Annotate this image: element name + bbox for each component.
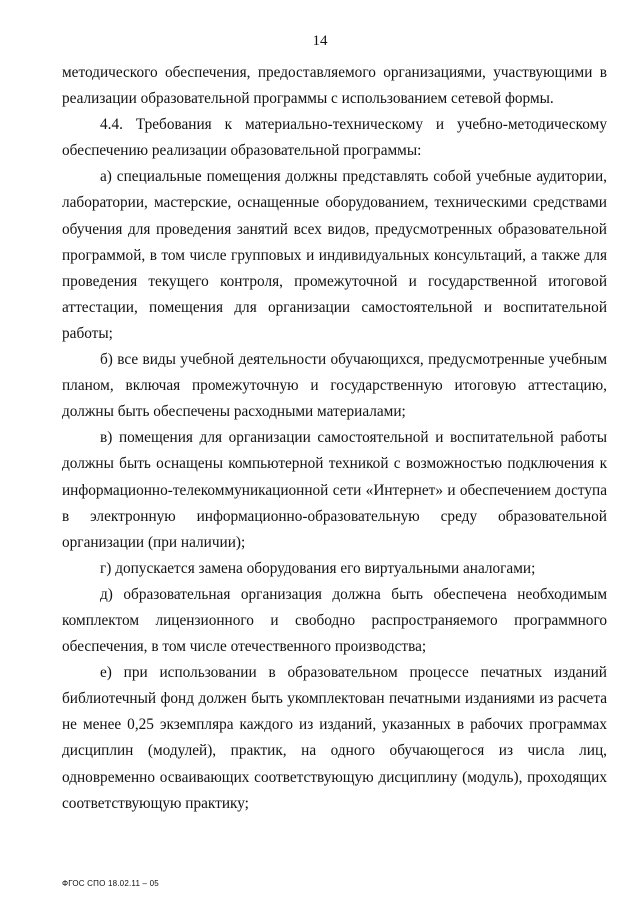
paragraph-item-a: а) специальные помещения должны представлять собой учебные аудитории, лаборатории, мастерские, оснащенные оборудованием, техническими средствами обучения для проведения занятий всех видов, предусмотренных образовательной программой, в том числе групповых и индивидуальных консультаций, а также для проведения текущего контроля, промежуточной и государственной итоговой аттестации, помещения для организации самостоятельной и воспитательной работы; <box>62 168 607 342</box>
footer-standard-code: ФГОС СПО 18.02.11 – 05 <box>62 879 159 888</box>
paragraph-item-b: б) все виды учебной деятельности обучающихся, предусмотренные учебным планом, включая промежуточную и государственную итоговую аттестацию, должны быть обеспечены расходными материалами; <box>62 351 607 421</box>
paragraph-item-g: г) допускается замена оборудования его виртуальными аналогами; <box>100 559 536 577</box>
paragraph-continuation: методического обеспечения, предоставляемого организациями, участвующими в реализации образовательной программы с использованием сетевой формы. <box>62 64 607 108</box>
paragraph-item-e: е) при использовании в образовательном процессе печатных изданий библиотечный фонд должен быть укомплектован печатными изданиями из расчета не менее 0,25 экземпляра каждого из изданий, указанных в рабочих программах дисциплин (модулей), практик, на одного обучающегося из числа лиц, одновременно осваивающих соответствующую дисциплину (модуль), проходящих соответствующую практику; <box>62 664 607 812</box>
body-text <box>62 60 607 817</box>
page-number: 14 <box>312 33 328 49</box>
paragraph-section-4-4: 4.4. Требования к материально-техническому и учебно-методическому обеспечению реализации образовательной программы: <box>62 116 607 160</box>
paragraph-item-v: в) помещения для организации самостоятельной и воспитательной работы должны быть оснащены компьютерной техникой с возможностью подключения к информационно-телекоммуникационной сети «Интернет» и обеспечением доступа в электронную информационно-образовательную среду образовательной организации (при наличии); <box>62 429 607 551</box>
paragraph-item-d: д) образовательная организация должна быть обеспечена необходимым комплектом лицензионного и свободно распространяемого программного обеспечения, в том числе отечественного производства; <box>62 585 607 656</box>
